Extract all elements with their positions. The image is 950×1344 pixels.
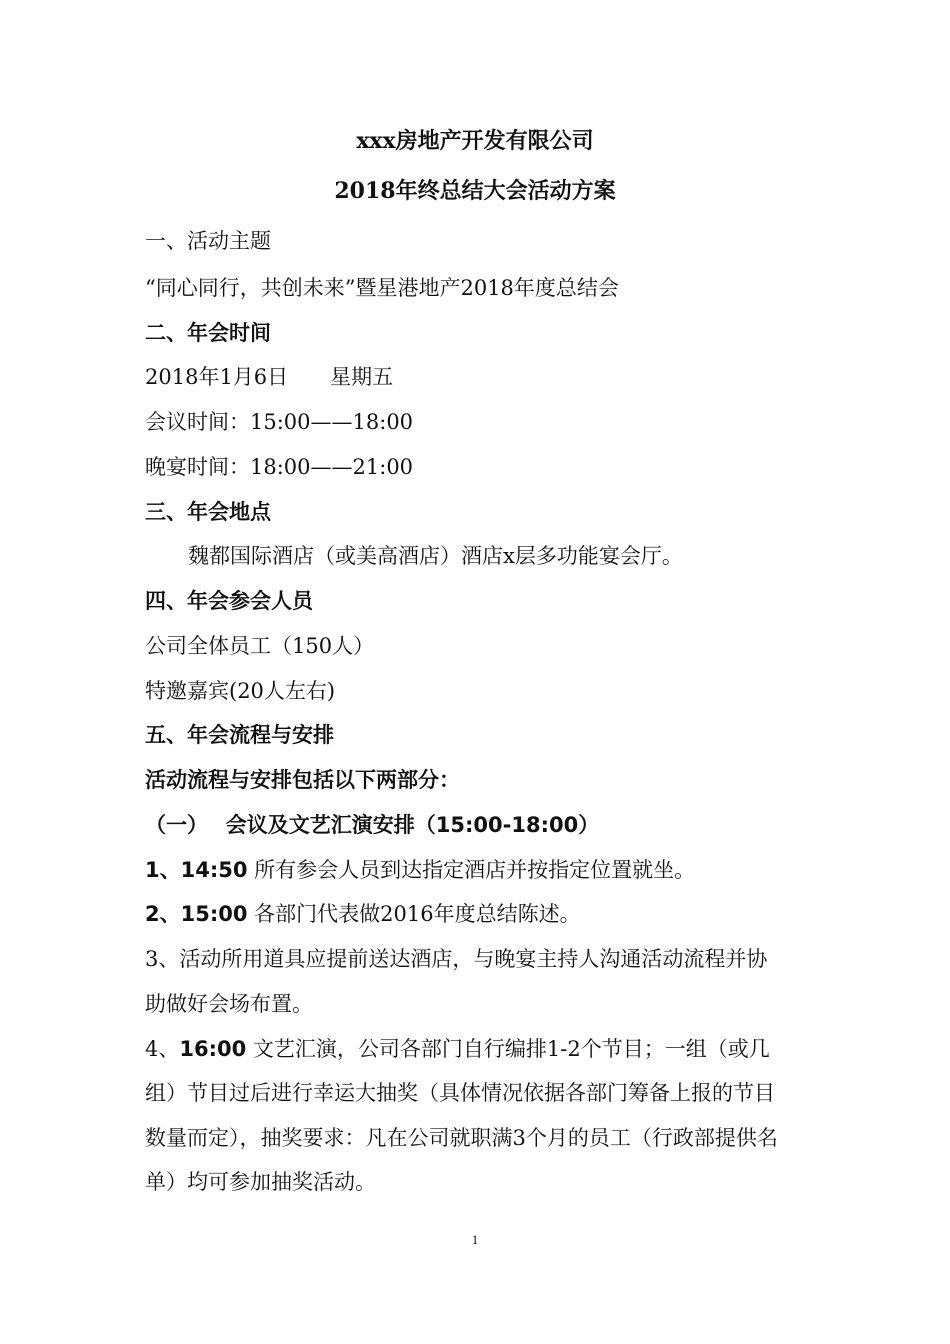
list-item-2-time: 2、15:00	[145, 902, 248, 926]
list-item-2	[145, 899, 581, 929]
section4-guests: 特邀嘉宾(20人左右)	[145, 679, 336, 703]
section2-heading: 二、年会时间	[145, 321, 271, 345]
list-item-4-line4: 单）均可参加抽奖活动。	[145, 1170, 376, 1194]
list-item-3-line1: 3、活动所用道具应提前送达酒店，与晚宴主持人沟通活动流程并协	[145, 947, 768, 971]
document-title-event: 2018年终总结大会活动方案	[334, 178, 616, 204]
page-number: 1	[471, 1232, 479, 1247]
document-title-company: xxx房地产开发有限公司	[356, 128, 594, 154]
list-item-4-number: 4、	[145, 1037, 180, 1061]
section1-content: “同心同行，共创未来”暨星港地产2018年度总结会	[145, 276, 619, 300]
section2-dinner-time: 晚宴时间：18:00——21:00	[145, 455, 414, 479]
section4-heading: 四、年会参会人员	[145, 589, 313, 613]
section5-sub1-heading: （一） 会议及文艺汇演安排（15:00-18:00）	[145, 813, 600, 837]
section3-heading: 三、年会地点	[145, 500, 271, 524]
list-item-1-text: 所有参会人员到达指定酒店并按指定位置就坐。	[247, 858, 696, 882]
list-item-1-time: 1、14:50	[145, 858, 248, 882]
section5-heading: 五、年会流程与安排	[145, 723, 334, 747]
list-item-4-line3: 数量而定），抽奖要求：凡在公司就职满3个月的员工（行政部提供名	[145, 1126, 778, 1150]
list-item-4-time: 16:00	[179, 1037, 247, 1061]
section4-staff: 公司全体员工（150人）	[145, 634, 375, 658]
list-item-2-text: 各部门代表做2016年度总结陈述。	[247, 902, 581, 926]
list-item-4-text: 文艺汇演，公司各部门自行编排1-2个节目；一组（或几	[246, 1037, 770, 1061]
list-item-1	[145, 855, 695, 885]
section1-heading: 一、活动主题	[145, 229, 271, 253]
section2-meeting-time: 会议时间：15:00——18:00	[145, 410, 414, 434]
list-item-4-line1	[145, 1034, 770, 1064]
section3-content: 魏都国际酒店（或美高酒店）酒店x层多功能宴会厅。	[188, 544, 683, 568]
list-item-4-line2: 组）节目过后进行幸运大抽奖（具体情况依据各部门筹备上报的节目	[145, 1081, 775, 1105]
list-item-3-line2: 助做好会场布置。	[145, 992, 313, 1016]
section5-intro: 活动流程与安排包括以下两部分：	[145, 768, 460, 792]
section2-date: 2018年1月6日 星期五	[145, 365, 394, 389]
